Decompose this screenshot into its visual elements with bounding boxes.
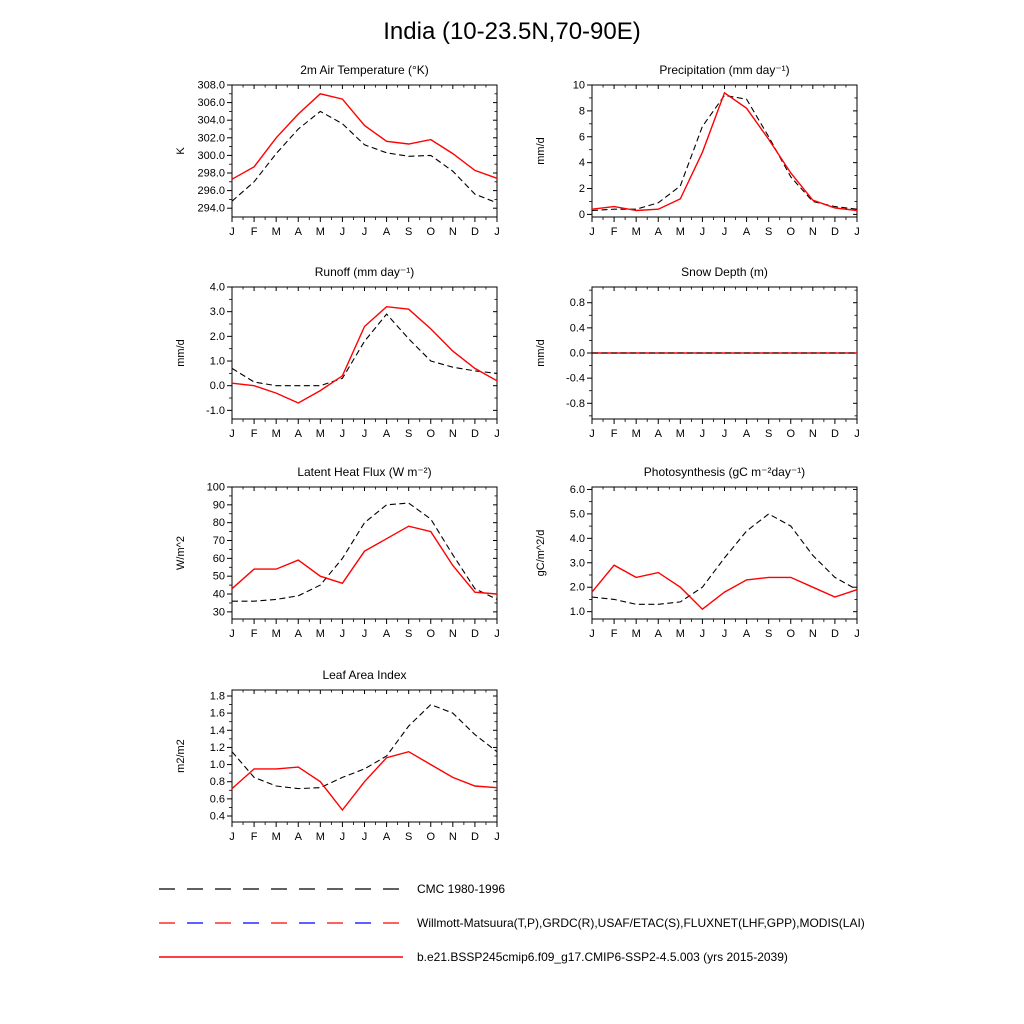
svg-text:A: A <box>382 226 391 238</box>
svg-text:J: J <box>339 628 346 640</box>
svg-text:30: 30 <box>212 606 225 619</box>
svg-text:0.4: 0.4 <box>569 322 585 335</box>
legend-row <box>157 912 865 934</box>
svg-text:0.0: 0.0 <box>569 347 585 360</box>
svg-text:A: A <box>294 428 302 440</box>
svg-text:N: N <box>448 628 457 640</box>
svg-text:10: 10 <box>572 79 585 92</box>
svg-text:M: M <box>675 628 685 640</box>
subplot-title: Leaf Area Index <box>322 668 407 682</box>
svg-text:F: F <box>250 628 258 640</box>
svg-text:0: 0 <box>578 208 585 221</box>
svg-text:4.0: 4.0 <box>569 532 585 545</box>
svg-text:J: J <box>339 831 346 843</box>
svg-text:D: D <box>470 226 479 238</box>
svg-text:J: J <box>339 428 346 440</box>
svg-text:J: J <box>494 628 500 640</box>
y-axis-label: mm/d <box>535 137 547 165</box>
svg-text:J: J <box>229 831 235 843</box>
svg-text:J: J <box>494 831 500 843</box>
svg-text:D: D <box>470 831 479 843</box>
svg-text:J: J <box>854 428 860 440</box>
y-axis-label: W/m^2 <box>175 536 187 570</box>
svg-text:J: J <box>229 226 235 238</box>
svg-text:D: D <box>830 226 839 238</box>
svg-text:J: J <box>721 428 728 440</box>
svg-text:O: O <box>426 628 436 640</box>
svg-text:J: J <box>854 628 860 640</box>
subplot-title: Snow Depth (m) <box>681 265 768 279</box>
legend-label: Willmott-Matsuura(T,P),GRDC(R),USAF/ETAC(S),FLUXNET(LHF,GPP),MODIS(LAI) <box>417 916 865 930</box>
svg-text:5.0: 5.0 <box>569 508 585 521</box>
svg-text:N: N <box>448 831 457 843</box>
svg-text:70: 70 <box>212 535 225 548</box>
svg-text:N: N <box>808 226 817 238</box>
svg-text:304.0: 304.0 <box>197 114 225 127</box>
plot-area <box>157 259 517 459</box>
svg-text:O: O <box>786 428 796 440</box>
svg-text:D: D <box>830 428 839 440</box>
svg-text:S: S <box>404 831 413 843</box>
svg-text:F: F <box>610 428 618 440</box>
svg-text:M: M <box>675 428 685 440</box>
svg-text:J: J <box>494 226 500 238</box>
svg-text:A: A <box>742 226 751 238</box>
svg-text:J: J <box>361 226 368 238</box>
svg-text:50: 50 <box>212 570 225 583</box>
svg-text:M: M <box>271 628 281 640</box>
svg-text:0.0: 0.0 <box>209 380 225 393</box>
svg-text:A: A <box>382 831 391 843</box>
svg-text:S: S <box>404 428 413 440</box>
svg-text:J: J <box>361 831 368 843</box>
legend-row <box>157 878 865 900</box>
svg-text:4.0: 4.0 <box>209 281 225 294</box>
plot-area <box>517 459 877 659</box>
svg-text:J: J <box>339 226 346 238</box>
svg-text:A: A <box>294 628 302 640</box>
svg-text:2.0: 2.0 <box>569 581 585 594</box>
svg-text:J: J <box>699 628 706 640</box>
subplot-title: Photosynthesis (gC m⁻²day⁻¹) <box>643 465 806 479</box>
svg-text:306.0: 306.0 <box>197 97 225 110</box>
svg-text:A: A <box>654 428 662 440</box>
svg-text:3.0: 3.0 <box>569 557 585 570</box>
svg-text:J: J <box>589 428 595 440</box>
svg-text:N: N <box>448 428 457 440</box>
svg-text:300.0: 300.0 <box>197 149 225 162</box>
svg-text:M: M <box>675 226 685 238</box>
chart-leaf-area-index <box>157 662 517 872</box>
svg-text:296.0: 296.0 <box>197 185 225 198</box>
svg-text:M: M <box>271 428 281 440</box>
svg-text:6: 6 <box>578 131 585 144</box>
svg-text:M: M <box>271 831 281 843</box>
svg-text:D: D <box>470 628 479 640</box>
svg-text:A: A <box>654 628 662 640</box>
page-title: India (10-23.5N,70-90E) <box>383 18 641 45</box>
plot-area <box>157 459 517 659</box>
svg-text:J: J <box>494 428 500 440</box>
svg-text:J: J <box>721 628 728 640</box>
chart-snow-depth <box>517 259 877 469</box>
svg-text:M: M <box>271 226 281 238</box>
svg-text:A: A <box>382 428 391 440</box>
svg-text:O: O <box>786 226 796 238</box>
svg-text:S: S <box>764 628 773 640</box>
svg-text:S: S <box>764 428 773 440</box>
svg-text:F: F <box>250 428 258 440</box>
svg-text:A: A <box>742 428 751 440</box>
svg-text:J: J <box>854 226 860 238</box>
svg-text:2.0: 2.0 <box>209 330 225 343</box>
svg-text:1.4: 1.4 <box>209 724 225 737</box>
svg-text:1.0: 1.0 <box>569 606 585 619</box>
svg-text:0.4: 0.4 <box>209 810 225 823</box>
svg-text:F: F <box>610 226 618 238</box>
svg-text:8: 8 <box>578 105 585 118</box>
svg-text:J: J <box>589 628 595 640</box>
svg-text:3.0: 3.0 <box>209 306 225 319</box>
legend-line-sample-dashed-red-blue <box>157 919 405 927</box>
svg-text:100: 100 <box>206 481 225 494</box>
svg-text:1.0: 1.0 <box>209 355 225 368</box>
svg-text:A: A <box>294 226 302 238</box>
svg-text:J: J <box>589 226 595 238</box>
svg-text:302.0: 302.0 <box>197 132 225 145</box>
svg-text:M: M <box>631 428 641 440</box>
svg-text:O: O <box>426 428 436 440</box>
chart-runoff <box>157 259 517 469</box>
svg-text:M: M <box>631 628 641 640</box>
svg-text:60: 60 <box>212 552 225 565</box>
svg-text:D: D <box>470 428 479 440</box>
legend-line-sample-solid-red <box>157 953 405 961</box>
svg-text:1.8: 1.8 <box>209 690 225 703</box>
svg-text:D: D <box>830 628 839 640</box>
plot-area <box>157 57 517 257</box>
svg-text:J: J <box>229 628 235 640</box>
svg-text:-1.0: -1.0 <box>206 404 225 417</box>
plot-area <box>517 57 877 257</box>
plot-area <box>157 662 517 862</box>
svg-text:A: A <box>742 628 751 640</box>
svg-text:80: 80 <box>212 517 225 530</box>
chart-precipitation <box>517 57 877 267</box>
svg-text:S: S <box>404 628 413 640</box>
svg-text:294.0: 294.0 <box>197 202 225 215</box>
svg-text:1.0: 1.0 <box>209 759 225 772</box>
svg-text:90: 90 <box>212 499 225 512</box>
svg-text:J: J <box>361 628 368 640</box>
y-axis-label: mm/d <box>535 339 547 367</box>
legend-label: CMC 1980-1996 <box>417 882 506 896</box>
svg-text:A: A <box>294 831 302 843</box>
svg-text:J: J <box>699 226 706 238</box>
legend <box>157 878 865 980</box>
svg-text:M: M <box>315 428 325 440</box>
svg-text:O: O <box>426 831 436 843</box>
svg-text:2: 2 <box>578 183 585 196</box>
svg-text:308.0: 308.0 <box>197 79 225 92</box>
y-axis-label: mm/d <box>175 339 187 367</box>
svg-text:M: M <box>315 226 325 238</box>
svg-text:S: S <box>404 226 413 238</box>
svg-text:O: O <box>786 628 796 640</box>
svg-text:0.6: 0.6 <box>209 793 225 806</box>
legend-label: b.e21.BSSP245cmip6.f09_g17.CMIP6-SSP2-4.5.003 (yrs 2015-2039) <box>417 950 788 964</box>
chart-photosynthesis <box>517 459 877 669</box>
svg-text:N: N <box>808 628 817 640</box>
svg-text:0.8: 0.8 <box>209 776 225 789</box>
svg-text:6.0: 6.0 <box>569 483 585 496</box>
svg-text:F: F <box>250 831 258 843</box>
svg-text:1.6: 1.6 <box>209 707 225 720</box>
subplot-title: Precipitation (mm day⁻¹) <box>659 63 790 77</box>
legend-line-sample-dashed-black <box>157 885 405 893</box>
svg-text:F: F <box>610 628 618 640</box>
chart-2m-air-temperature <box>157 57 517 267</box>
svg-text:1.2: 1.2 <box>209 741 225 754</box>
svg-text:J: J <box>721 226 728 238</box>
svg-text:F: F <box>250 226 258 238</box>
svg-text:0.8: 0.8 <box>569 297 585 310</box>
chart-latent-heat-flux <box>157 459 517 669</box>
subplot-title: 2m Air Temperature (°K) <box>300 63 429 77</box>
svg-text:M: M <box>631 226 641 238</box>
svg-text:M: M <box>315 831 325 843</box>
svg-text:J: J <box>361 428 368 440</box>
svg-text:O: O <box>426 226 436 238</box>
svg-text:N: N <box>808 428 817 440</box>
svg-text:M: M <box>315 628 325 640</box>
y-axis-label: gC/m^2/d <box>535 529 547 577</box>
svg-text:-0.4: -0.4 <box>566 372 585 385</box>
svg-text:N: N <box>448 226 457 238</box>
subplot-title: Latent Heat Flux (W m⁻²) <box>297 465 432 479</box>
svg-text:J: J <box>699 428 706 440</box>
svg-text:A: A <box>654 226 662 238</box>
svg-text:J: J <box>229 428 235 440</box>
svg-text:S: S <box>764 226 773 238</box>
svg-text:A: A <box>382 628 391 640</box>
svg-text:4: 4 <box>578 157 585 170</box>
legend-row <box>157 946 865 968</box>
svg-text:298.0: 298.0 <box>197 167 225 180</box>
y-axis-label: m2/m2 <box>175 739 187 773</box>
y-axis-label: K <box>175 147 187 155</box>
plot-area <box>517 259 877 459</box>
subplot-title: Runoff (mm day⁻¹) <box>314 265 415 279</box>
svg-text:-0.8: -0.8 <box>566 397 585 410</box>
svg-text:40: 40 <box>212 588 225 601</box>
